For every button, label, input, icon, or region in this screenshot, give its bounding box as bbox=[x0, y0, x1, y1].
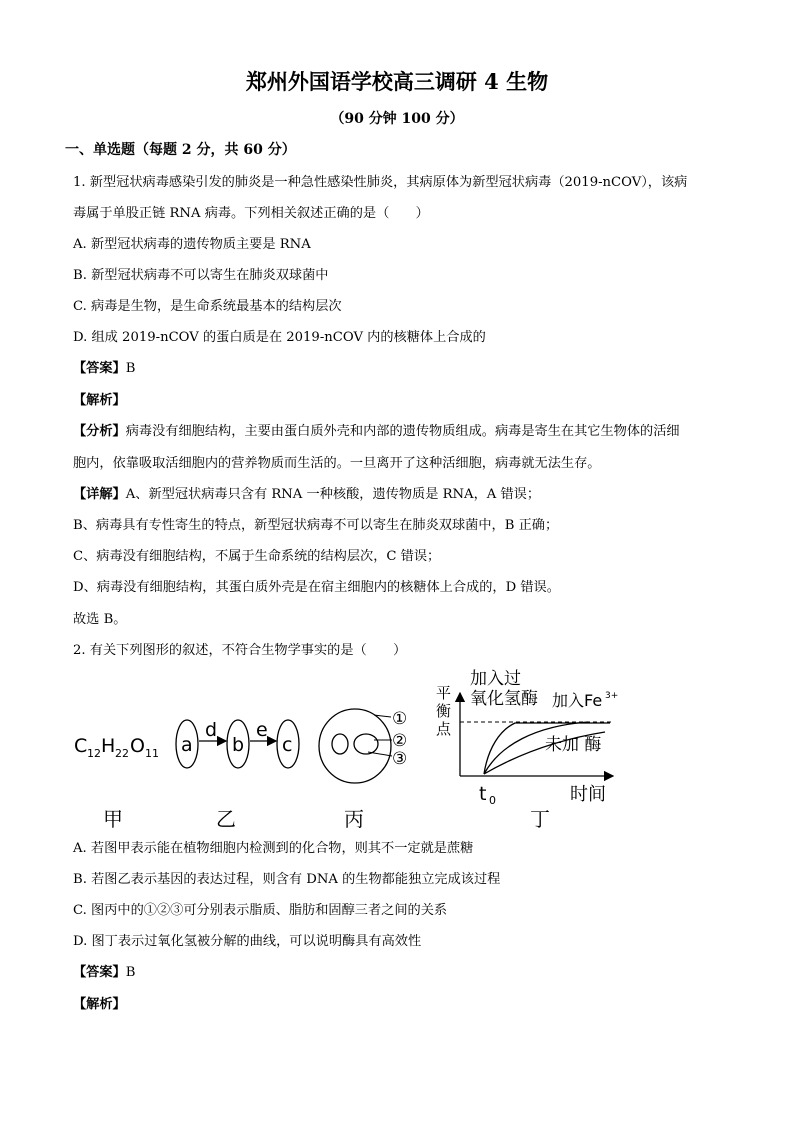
q2-option-b: B. 若图乙表示基因的表达过程，则含有 DNA 的生物都能独立完成该过程 bbox=[73, 872, 501, 887]
q1-option-b: B. 新型冠状病毒不可以寄生在肺炎双球菌中 bbox=[73, 268, 329, 283]
y-axis-char-2: 衡 bbox=[436, 702, 452, 720]
label-no-enzyme: 未加 酶 bbox=[545, 735, 602, 755]
formula-c-sub: 12 bbox=[87, 747, 101, 760]
inner-circle-left bbox=[332, 734, 348, 754]
q2-option-d: D. 图丁表示过氧化氢被分解的曲线，可以说明酶具有高效性 bbox=[73, 934, 422, 949]
section-heading: 一、单选题（每题 2 分，共 60 分） bbox=[65, 142, 296, 158]
formula-h-sub: 22 bbox=[115, 747, 129, 760]
page-subtitle: （90 分钟 100 分） bbox=[330, 111, 464, 127]
x-axis-label: 时间 bbox=[570, 784, 606, 805]
q1-answer bbox=[73, 360, 135, 378]
t0-label: t bbox=[479, 783, 487, 805]
xiangjie-tag: 【详解】 bbox=[73, 487, 126, 502]
q1-option-c: C. 病毒是生物，是生命系统最基本的结构层次 bbox=[73, 299, 342, 314]
label-fe: 加入Fe bbox=[552, 691, 603, 710]
caption-bing: 丙 bbox=[344, 807, 364, 831]
fenxi-text-1: 病毒没有细胞结构，主要由蛋白质外壳和内部的遗传物质组成。病毒是寄生在其它生物体的活细 bbox=[125, 424, 680, 439]
inner-circle-right bbox=[354, 734, 378, 754]
formula-c: C bbox=[74, 735, 88, 757]
node-c: c bbox=[282, 734, 293, 756]
page-title: 郑州外国语学校高三调研 4 生物 bbox=[245, 69, 549, 94]
caption-yi: 乙 bbox=[216, 807, 236, 831]
figure-jia bbox=[74, 735, 159, 831]
figure-ding bbox=[436, 669, 618, 831]
q1-conclusion: 故选 B。 bbox=[73, 612, 127, 627]
y-axis-char-1: 平 bbox=[436, 684, 452, 702]
outer-circle bbox=[319, 709, 391, 783]
figure-yi bbox=[176, 719, 299, 831]
xiangjie-text-1: A、新型冠状病毒只含有 RNA 一种核酸，遗传物质是 RNA，A 错误； bbox=[125, 487, 541, 502]
q2-option-a: A. 若图甲表示能在植物细胞内检测到的化合物，则其不一定就是蔗糖 bbox=[73, 841, 474, 856]
label-fe-sup: 3+ bbox=[605, 691, 619, 701]
label-2: ② bbox=[392, 731, 408, 751]
q2-stem: 2. 有关下列图形的叙述，不符合生物学事实的是（ ） bbox=[73, 643, 407, 658]
fenxi-tag: 【分析】 bbox=[73, 424, 126, 439]
y-axis-char-3: 点 bbox=[436, 720, 452, 738]
node-b: b bbox=[232, 734, 245, 756]
q2-figure bbox=[0, 660, 794, 835]
q2-option-c: C. 图丙中的①②③可分别表示脂质、脂肪和固醇三者之间的关系 bbox=[73, 903, 448, 918]
caption-ding: 丁 bbox=[530, 807, 550, 831]
answer-value: B bbox=[125, 361, 136, 376]
q1-xiangjie-line3: C、病毒没有细胞结构，不属于生命系统的结构层次，C 错误； bbox=[73, 549, 441, 564]
arrow-e-label: e bbox=[256, 719, 268, 741]
formula-o-sub: 11 bbox=[145, 747, 159, 760]
q2-answer bbox=[73, 964, 135, 982]
answer-tag: 【答案】 bbox=[73, 965, 126, 980]
q1-stem-line1: 1. 新型冠状病毒感染引发的肺炎是一种急性感染性肺炎，其病原体为新型冠状病毒（2019-nCOV），该病 bbox=[73, 175, 688, 190]
q1-xiangjie-line1 bbox=[73, 486, 540, 504]
q1-xiangjie-line4: D、病毒没有细胞结构，其蛋白质外壳是在宿主细胞内的核糖体上合成的，D 错误。 bbox=[73, 580, 560, 595]
leader-3 bbox=[368, 752, 392, 756]
q1-option-d: D. 组成 2019-nCOV 的蛋白质是在 2019-nCOV 内的核糖体上合成的 bbox=[73, 330, 486, 345]
q1-stem-line2: 毒属于单股正链 RNA 病毒。下列相关叙述正确的是（ ） bbox=[73, 206, 429, 221]
q1-fenxi-line2: 胞内，依靠吸取活细胞内的营养物质而生活的。一旦离开了这种活细胞，病毒就无法生存。 bbox=[73, 456, 601, 471]
answer-value: B bbox=[125, 965, 136, 980]
formula-h: H bbox=[101, 735, 116, 757]
node-a: a bbox=[181, 734, 193, 756]
q1-fenxi-line1 bbox=[73, 423, 680, 441]
q2-analysis-tag: 【解析】 bbox=[73, 997, 126, 1012]
label-h2o2-1: 加入过 bbox=[470, 669, 521, 689]
label-h2o2-2: 氧化氢酶 bbox=[470, 689, 538, 709]
q1-xiangjie-line2: B、病毒具有专性寄生的特点，新型冠状病毒不可以寄生在肺炎双球菌中，B 正确； bbox=[73, 518, 559, 533]
label-1: ① bbox=[392, 709, 408, 729]
arrow-d-label: d bbox=[205, 719, 218, 741]
q1-analysis-tag: 【解析】 bbox=[73, 393, 126, 408]
answer-tag: 【答案】 bbox=[73, 361, 126, 376]
t0-sub: 0 bbox=[489, 794, 496, 807]
caption-jia: 甲 bbox=[103, 807, 123, 831]
figure-bing bbox=[319, 709, 407, 831]
q1-option-a: A. 新型冠状病毒的遗传物质主要是 RNA bbox=[73, 237, 311, 252]
formula-o: O bbox=[130, 735, 145, 757]
label-3: ③ bbox=[392, 749, 408, 769]
